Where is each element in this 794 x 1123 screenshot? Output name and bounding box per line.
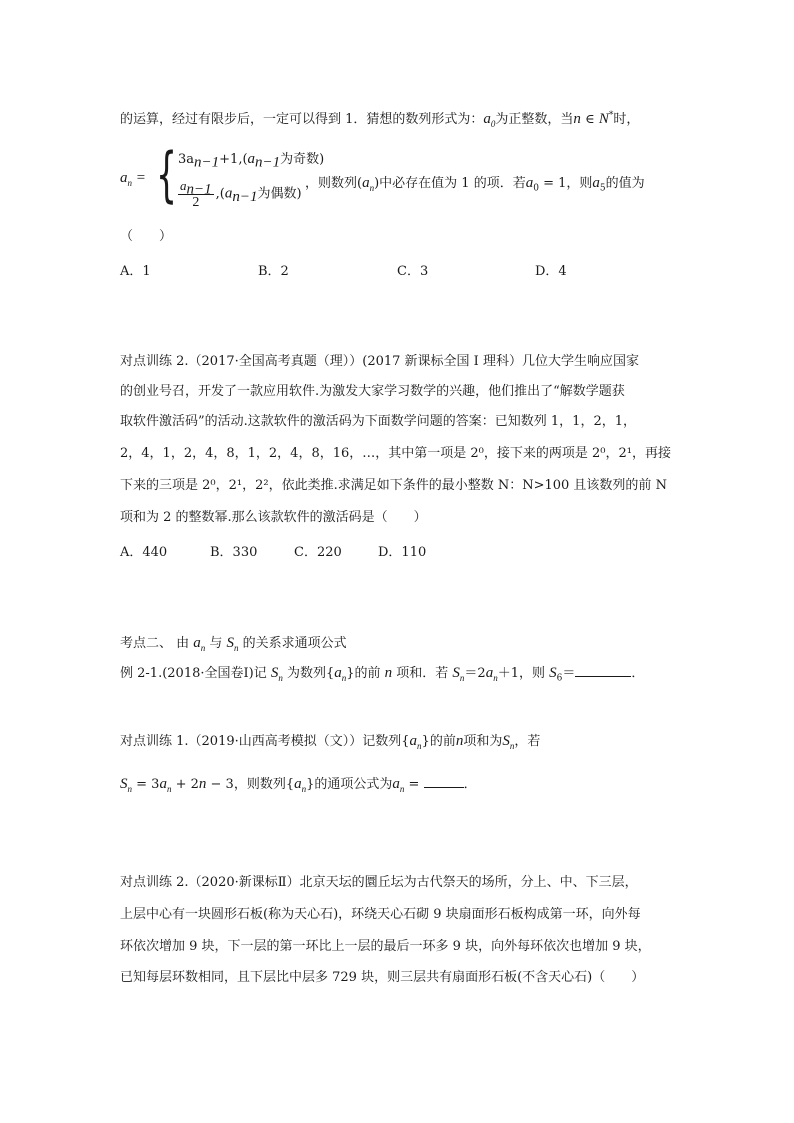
option-a: A．1 <box>120 264 151 279</box>
problem2-line: 2，4，1，2，4，8，1，2，4，8，16，…，其中第一项是 2⁰，接下来的两项是 2⁰，2¹，再接 <box>120 446 671 461</box>
fraction: $\frac{a_{n-1}}{2}$ <box>180 178 212 210</box>
problem1-line2-text: ，则数列$(a_n)$中必存在值为 1 的项．若$a_0 = 1$，则$a_5$的值为 <box>305 175 645 194</box>
problem2-line: 项和为 2 的整数幂.那么该款软件的激活码是（ ） <box>120 510 427 525</box>
answer-blank <box>575 664 631 677</box>
math-a0: $a_0$ <box>483 111 496 129</box>
problem2-line: 对点训练 2.（2017·全国高考真题（理））(2017 新课标全国 I 理科）几位大学生响应国家 <box>120 354 639 369</box>
problem2-line: 下来的三项是 2⁰，2¹，2²，依此类推.求满足如下条件的最小整数 N：N>100 且该数列的前 N <box>120 478 667 493</box>
option-c: C．3 <box>397 264 429 279</box>
option-d: D．4 <box>535 264 567 279</box>
option-c: C．220 <box>294 545 342 560</box>
option-b: B．2 <box>258 264 289 279</box>
option-d: D．110 <box>378 545 427 560</box>
problem1-paren: （ ） <box>120 229 173 244</box>
training2-line: 对点训练 2.（2020·新课标Ⅱ）北京天坛的圜丘坛为古代祭天的场所，分上、中、下三层， <box>120 875 638 890</box>
option-b: B．330 <box>210 545 258 560</box>
formula-case-even: $\frac{a_{n-1}}{2}$ $,(a_{n-1}$为偶数) <box>180 178 302 210</box>
answer-blank <box>424 775 464 788</box>
training1-line2: $S_n = 3a_n + 2n - 3$，则数列$\{a_n\}$的通项公式为$a_n$ = ． <box>120 776 477 794</box>
training2-line: 上层中心有一块圆形石板(称为天心石)，环绕天心石砌 9 块扇面形石板构成第一环，向外每 <box>120 907 641 922</box>
formula-case-odd: $3a_{n-1}+1,(a_{n-1}$为奇数) <box>178 151 325 171</box>
left-brace: { <box>156 140 178 210</box>
training2-line: 环依次增加 9 块，下一层的第一环比上一层的最后一环多 9 块，向外每环依次也增加 9 块， <box>120 939 651 954</box>
training2-line: 已知每层环数相同，且下层比中层多 729 块，则三层共有扇面形石板(不含天心石)（ ） <box>120 970 645 985</box>
problem2-line: 的创业号召，开发了一款应用软件.为激发大家学习数学的兴趣，他们推出了“解数学题获 <box>120 384 625 399</box>
problem1-line1: 的运算，经过有限步后，一定可以得到 1．猜想的数列形式为：$a_0$为正整数，当n ∈ N*时， <box>120 110 640 129</box>
option-a: A．440 <box>120 545 168 560</box>
problem2-line: 取软件激活码”的活动.这款软件的激活码为下面数学问题的答案：已知数列 1，1，2，1， <box>120 414 636 429</box>
math-an: $a_n$ = <box>120 170 146 188</box>
training1-line1: 对点训练 1.（2019·山西高考模拟（文））记数列$\{a_n\}$的前n项和为$S_n$，若 <box>120 733 541 751</box>
section-heading: 考点二、 由 $a_n$ 与 $S_n$ 的关系求通项公式 <box>120 635 347 653</box>
example-2-1: 例 2-1.(2018·全国卷Ⅰ)记 $S_n$ 为数列$\{a_n\}$的前 n 项和．若 $S_n=2a_n+1$，则 $S_6=$ ． <box>120 665 645 684</box>
math-n-in-N: n <box>573 111 581 127</box>
piecewise-formula <box>120 140 325 212</box>
